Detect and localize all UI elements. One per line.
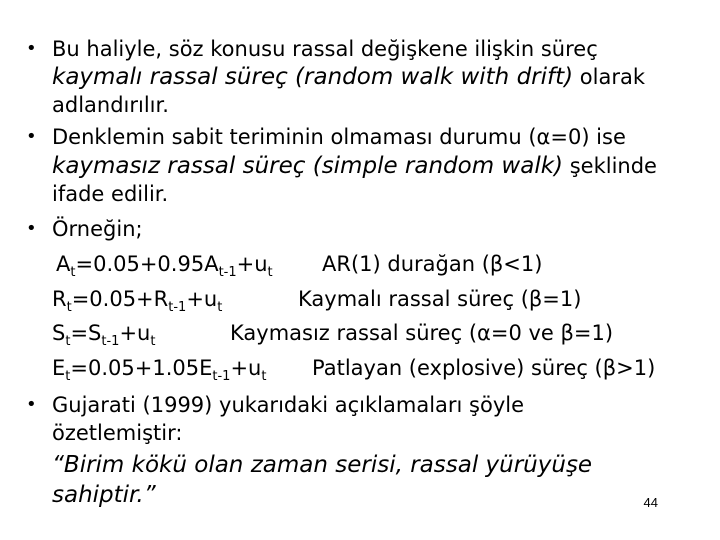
equation-sub: t bbox=[267, 265, 273, 280]
equation-row bbox=[52, 286, 223, 315]
equation-description: Patlayan (explosive) süreç (β>1) bbox=[312, 356, 656, 380]
equation-description: AR(1) durağan (β<1) bbox=[322, 252, 543, 276]
equation-body: =0.05+R bbox=[71, 287, 169, 311]
equation-var: A bbox=[56, 252, 71, 276]
equation-body: +u bbox=[119, 321, 151, 345]
equation-sub: t-1 bbox=[212, 369, 231, 384]
equation-sub: t-1 bbox=[168, 300, 187, 315]
equation-sub: t bbox=[66, 300, 72, 315]
text-line: adlandırılır. bbox=[52, 93, 169, 117]
page-number: 44 bbox=[643, 495, 658, 510]
italic-term: kaymalı rassal süreç (random walk with drift) bbox=[52, 64, 574, 90]
equation-sub: t bbox=[150, 334, 156, 349]
equation-body: =0.05+0.95A bbox=[75, 252, 219, 276]
text-line: Denklemin sabit teriminin olmaması durumu (α=0) ise bbox=[52, 125, 626, 149]
equation-sub: t bbox=[65, 369, 71, 384]
bullet-marker: • bbox=[26, 394, 37, 415]
equation-row bbox=[52, 320, 156, 349]
equation-sub: t bbox=[70, 265, 76, 280]
equation-body: +u bbox=[186, 287, 218, 311]
text-line: Gujarati (1999) yukarıdaki açıklamaları şöyle bbox=[52, 393, 525, 417]
text-line bbox=[52, 153, 657, 179]
bullet-marker: • bbox=[26, 218, 37, 239]
equation-row bbox=[56, 251, 273, 280]
equation-var: E bbox=[52, 356, 66, 380]
text-line: Bu haliyle, söz konusu rassal değişkene ilişkin süreç bbox=[52, 37, 598, 61]
equation-sub: t bbox=[261, 369, 267, 384]
text-line bbox=[52, 64, 645, 90]
text-line: ifade edilir. bbox=[52, 182, 169, 206]
text-line: Örneğin; bbox=[52, 217, 143, 241]
equation-var: R bbox=[52, 287, 67, 311]
text-fragment: olarak bbox=[573, 65, 645, 89]
equation-sub: t bbox=[217, 300, 223, 315]
equation-body: =0.05+1.05E bbox=[70, 356, 213, 380]
italic-term: kaymasız rassal süreç (simple random walk) bbox=[52, 153, 564, 179]
equation-sub: t-1 bbox=[218, 265, 237, 280]
equation-description: Kaymasız rassal süreç (α=0 ve β=1) bbox=[230, 321, 614, 345]
text-fragment: şeklinde bbox=[563, 154, 657, 178]
bullet-marker: • bbox=[26, 38, 37, 59]
equation-description: Kaymalı rassal süreç (β=1) bbox=[298, 287, 582, 311]
text-line: özetlemiştir: bbox=[52, 421, 183, 445]
equation-row bbox=[52, 355, 267, 384]
quote-line: sahiptir.” bbox=[52, 482, 156, 508]
equation-body: =S bbox=[70, 321, 102, 345]
equation-var: S bbox=[52, 321, 66, 345]
equation-body: +u bbox=[230, 356, 262, 380]
quote-line: “Birim kökü olan zaman serisi, rassal yürüyüşe bbox=[52, 452, 593, 478]
equation-sub: t bbox=[65, 334, 71, 349]
bullet-marker: • bbox=[26, 126, 37, 147]
equation-sub: t-1 bbox=[101, 334, 120, 349]
equation-body: +u bbox=[236, 252, 268, 276]
